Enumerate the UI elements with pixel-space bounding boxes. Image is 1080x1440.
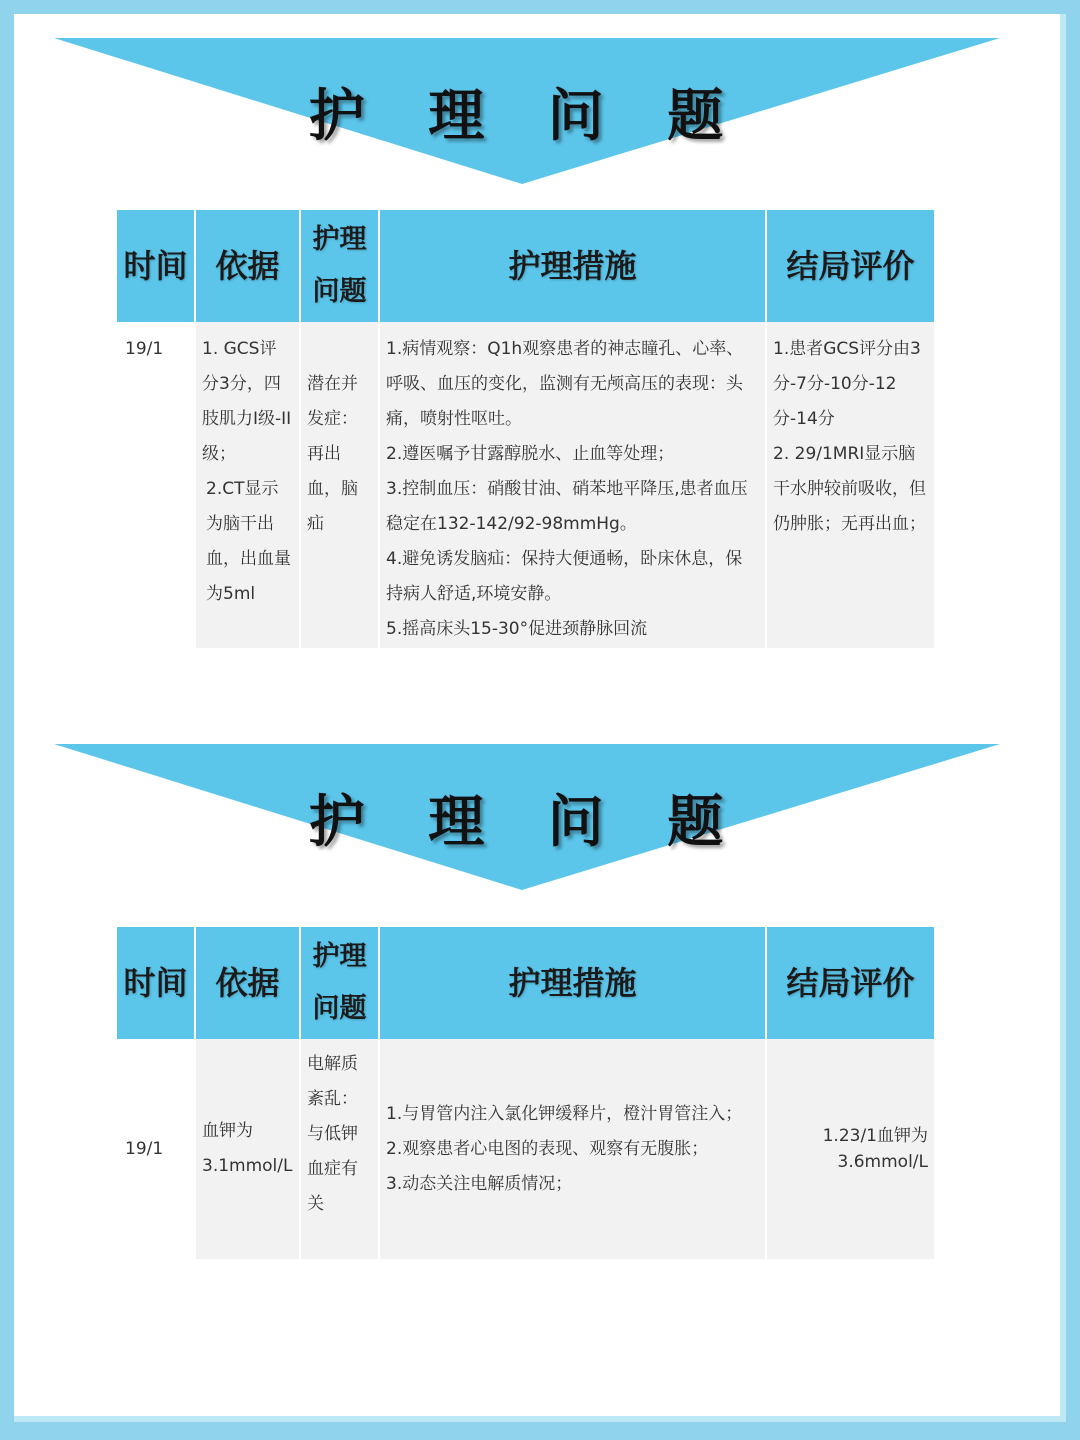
basis-item: 2.CT显示为脑干出血，出血量为5ml [206, 479, 291, 604]
banner-title: 护 理 问 题 [308, 790, 746, 855]
header-problem [301, 210, 380, 322]
evaluation-item: 2. 29/1MRI显示脑干水肿较前吸收，但仍肿胀；无再出血； [773, 444, 926, 534]
measure-item: 4.避免诱发脑疝：保持大便通畅，卧床休息，保持病人舒适,环境安静。 [386, 549, 743, 604]
table-header-row [117, 210, 934, 322]
measure-item: 5.摇高床头15-30°促进颈静脉回流 [386, 619, 648, 639]
section-banner [54, 36, 1000, 186]
cell-time [117, 322, 196, 648]
cell-time [117, 1039, 196, 1259]
page-frame [14, 14, 1066, 1422]
basis-item: 血钾为3.1mmol/L [202, 1121, 293, 1176]
measure-item: 1.与胃管内注入氯化钾缓释片，橙汁胃管注入； [386, 1103, 743, 1124]
measure-item: 3.控制血压：硝酸甘油、硝苯地平降压,患者血压稳定在132-142/92-98mmHg。 [386, 479, 748, 534]
problem-text: 潜在并发症：再出血，脑疝 [307, 374, 358, 534]
header-problem-line2: 问题 [312, 276, 367, 307]
cell-measures [380, 1039, 767, 1259]
time-value: 19/1 [125, 339, 164, 359]
header-problem-line1: 护理 [312, 224, 367, 255]
problem-text: 电解质紊乱：与低钾血症有关 [307, 1054, 358, 1214]
header-evaluation: 结局评价 [786, 964, 915, 1002]
measure-item: 1.病情观察：Q1h观察患者的神志瞳孔、心率、呼吸、血压的变化，监测有无颅高压的表现：头痛，喷射性呕吐。 [386, 339, 744, 429]
header-time: 时间 [117, 210, 196, 322]
header-basis: 依据 [196, 927, 301, 1039]
cell-evaluation [767, 1039, 934, 1259]
header-measures: 护理措施 [380, 210, 767, 322]
measure-item: 2.遵医嘱予甘露醇脱水、止血等处理； [386, 444, 675, 464]
care-table [117, 927, 934, 1259]
header-basis: 依据 [196, 210, 301, 322]
measure-item: 3.动态关注电解质情况； [386, 1173, 573, 1194]
header-time: 时间 [117, 927, 196, 1039]
header-measures: 护理措施 [380, 927, 767, 1039]
basis-item: 1. GCS评分3分，四肢肌力I级-II级； [202, 339, 292, 464]
section-banner [54, 742, 1000, 892]
care-table [117, 210, 934, 648]
header-problem-line2: 问题 [312, 993, 367, 1024]
cell-problem [301, 322, 380, 648]
header-problem [301, 927, 380, 1039]
banner-title: 护 理 问 题 [308, 84, 746, 149]
table-row [117, 322, 934, 648]
header-evaluation: 结局评价 [786, 247, 915, 285]
cell-measures [380, 322, 767, 648]
table-header-row [117, 927, 934, 1039]
time-value: 19/1 [125, 1138, 164, 1159]
cell-problem [301, 1039, 380, 1259]
cell-basis [196, 322, 301, 648]
table-row [117, 1039, 934, 1259]
measure-item: 2.观察患者心电图的表现、观察有无腹胀； [386, 1138, 709, 1159]
evaluation-item: 1.患者GCS评分由3分-7分-10分-12分-14分 [773, 339, 921, 429]
cell-evaluation [767, 322, 934, 648]
header-problem-line1: 护理 [312, 941, 367, 972]
cell-basis [196, 1039, 301, 1259]
evaluation-item: 1.23/1血钾为3.6mmol/L [822, 1126, 928, 1172]
